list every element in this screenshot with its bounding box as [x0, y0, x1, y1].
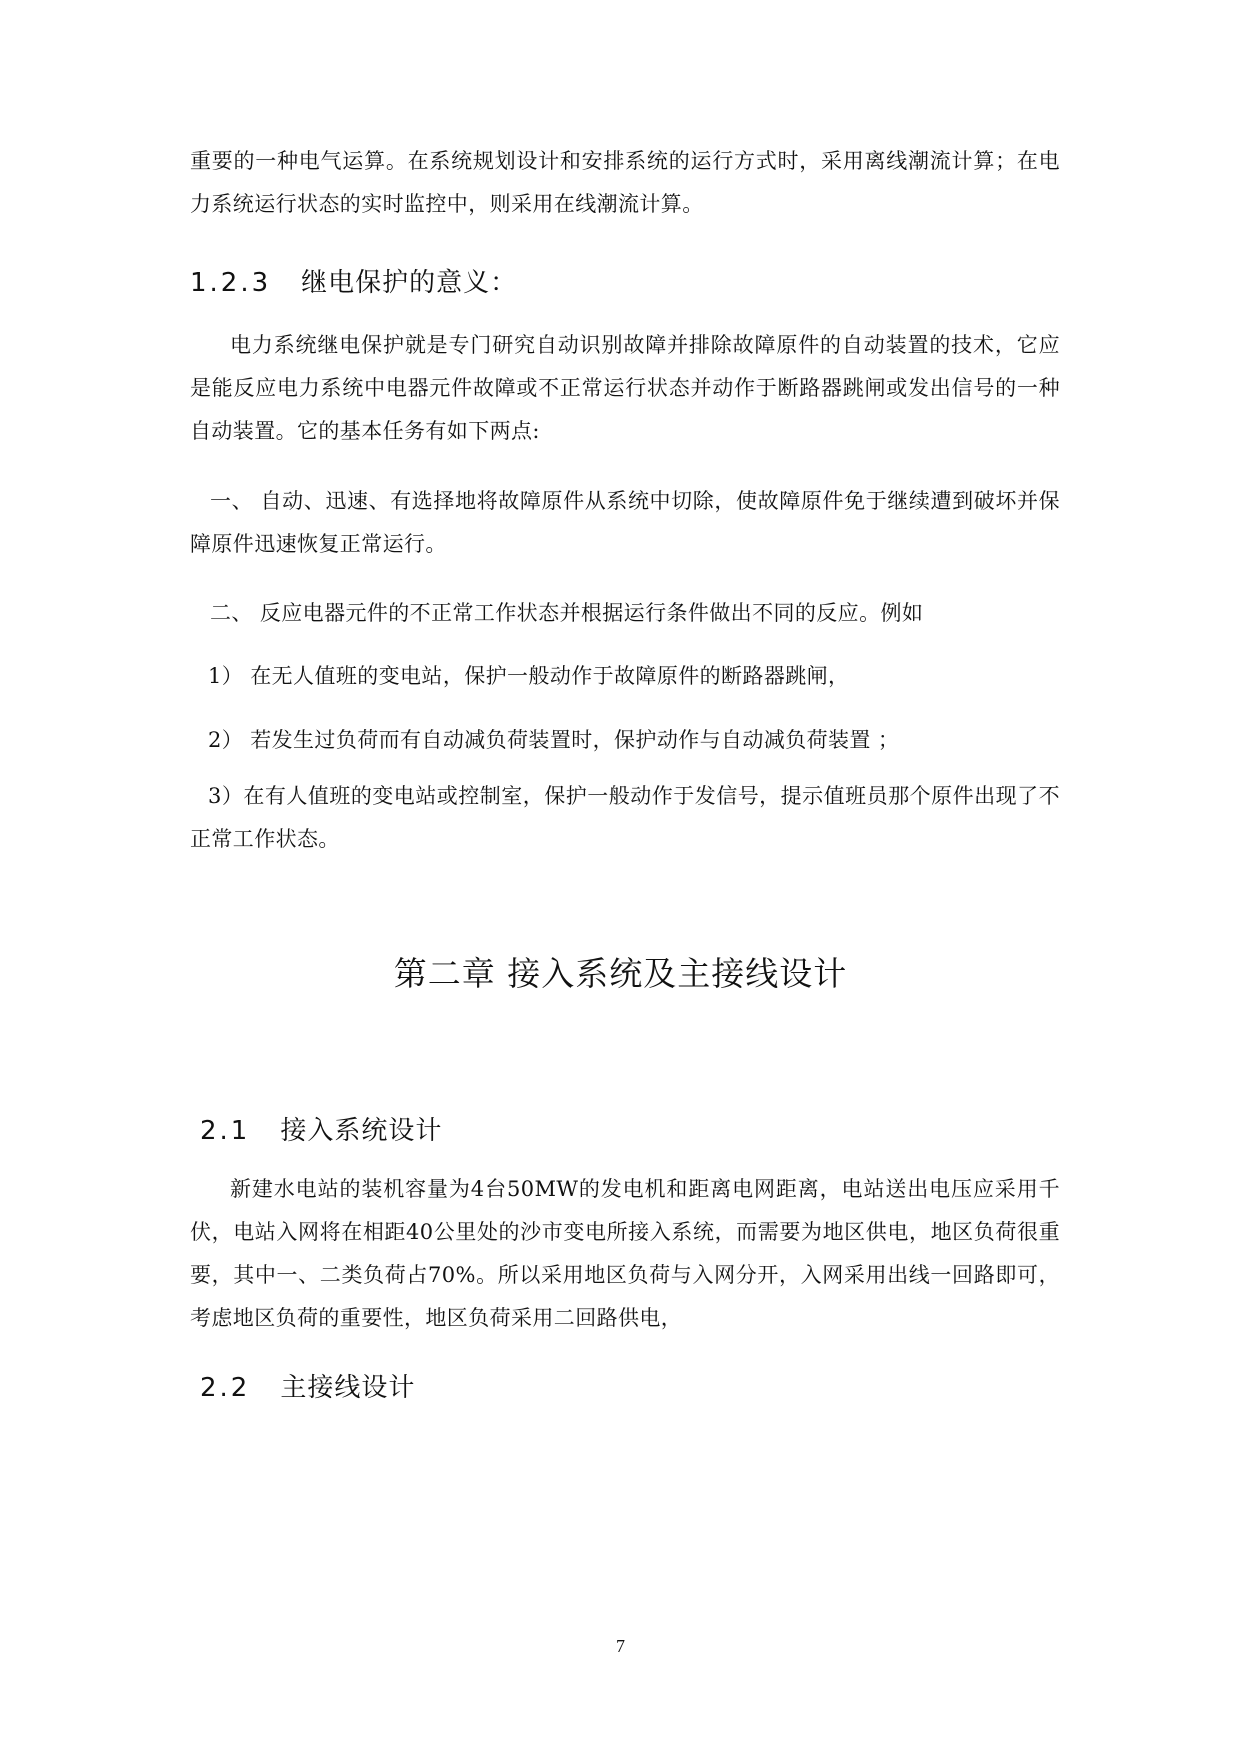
list-item-1: 1） 在无人值班的变电站，保护一般动作于故障原件的断路器跳闸，	[208, 664, 850, 688]
section-number: 2.1	[200, 1116, 251, 1146]
section-number: 2.2	[200, 1373, 251, 1403]
section-title: 主接线设计	[280, 1373, 416, 1403]
section-title: 接入系统设计	[280, 1116, 443, 1146]
paragraph-power-flow: 重要的一种电气运算。在系统规划设计和安排系统的运行方式时，采用离线潮流计算；在电力系统运行状态的实时监控中，则采用在线潮流计算。	[190, 149, 1060, 216]
list-item-3: 3）在有人值班的变电站或控制室，保护一般动作于发信号，提示值班员那个原件出现了不正常工作状态。	[190, 784, 1060, 851]
paragraph-access-system: 新建水电站的装机容量为4台50MW的发电机和距离电网距离，电站送出电压应采用千伏，电站入网将在相距40公里处的沙市变电所接入系统，而需要为地区供电，地区负荷很重要，其中一、二类负荷占70%。所以采用地区负荷与入网分开，入网采用出线一回路即可，考虑地区负荷的重要性，地区负荷采用二回路供电，	[190, 1177, 1060, 1330]
paragraph-task-one: 一、 自动、迅速、有选择地将故障原件从系统中切除，使故障原件免于继续遭到破坏并保障原件迅速恢复正常运行。	[190, 489, 1060, 556]
section-number: 1.2.3	[190, 268, 272, 298]
section-heading-1-2-3	[190, 262, 517, 299]
chapter-title: 第二章 接入系统及主接线设计	[393, 954, 848, 993]
page-number: 7	[616, 1636, 625, 1656]
section-heading-2-1	[200, 1110, 442, 1147]
paragraph-task-two: 二、 反应电器元件的不正常工作状态并根据运行条件做出不同的反应。例如	[210, 601, 924, 625]
list-item-2: 2） 若发生过负荷而有自动减负荷装置时，保护动作与自动减负荷装置 ；	[208, 728, 900, 752]
paragraph-relay-protection: 电力系统继电保护就是专门研究自动识别故障并排除故障原件的自动装置的技术，它应是能反应电力系统中电器元件故障或不正常运行状态并动作于断路器跳闸或发出信号的一种自动装置。它的基本任务有如下两点:	[190, 333, 1060, 443]
section-heading-2-2	[200, 1367, 415, 1404]
section-title: 继电保护的意义：	[301, 268, 518, 298]
